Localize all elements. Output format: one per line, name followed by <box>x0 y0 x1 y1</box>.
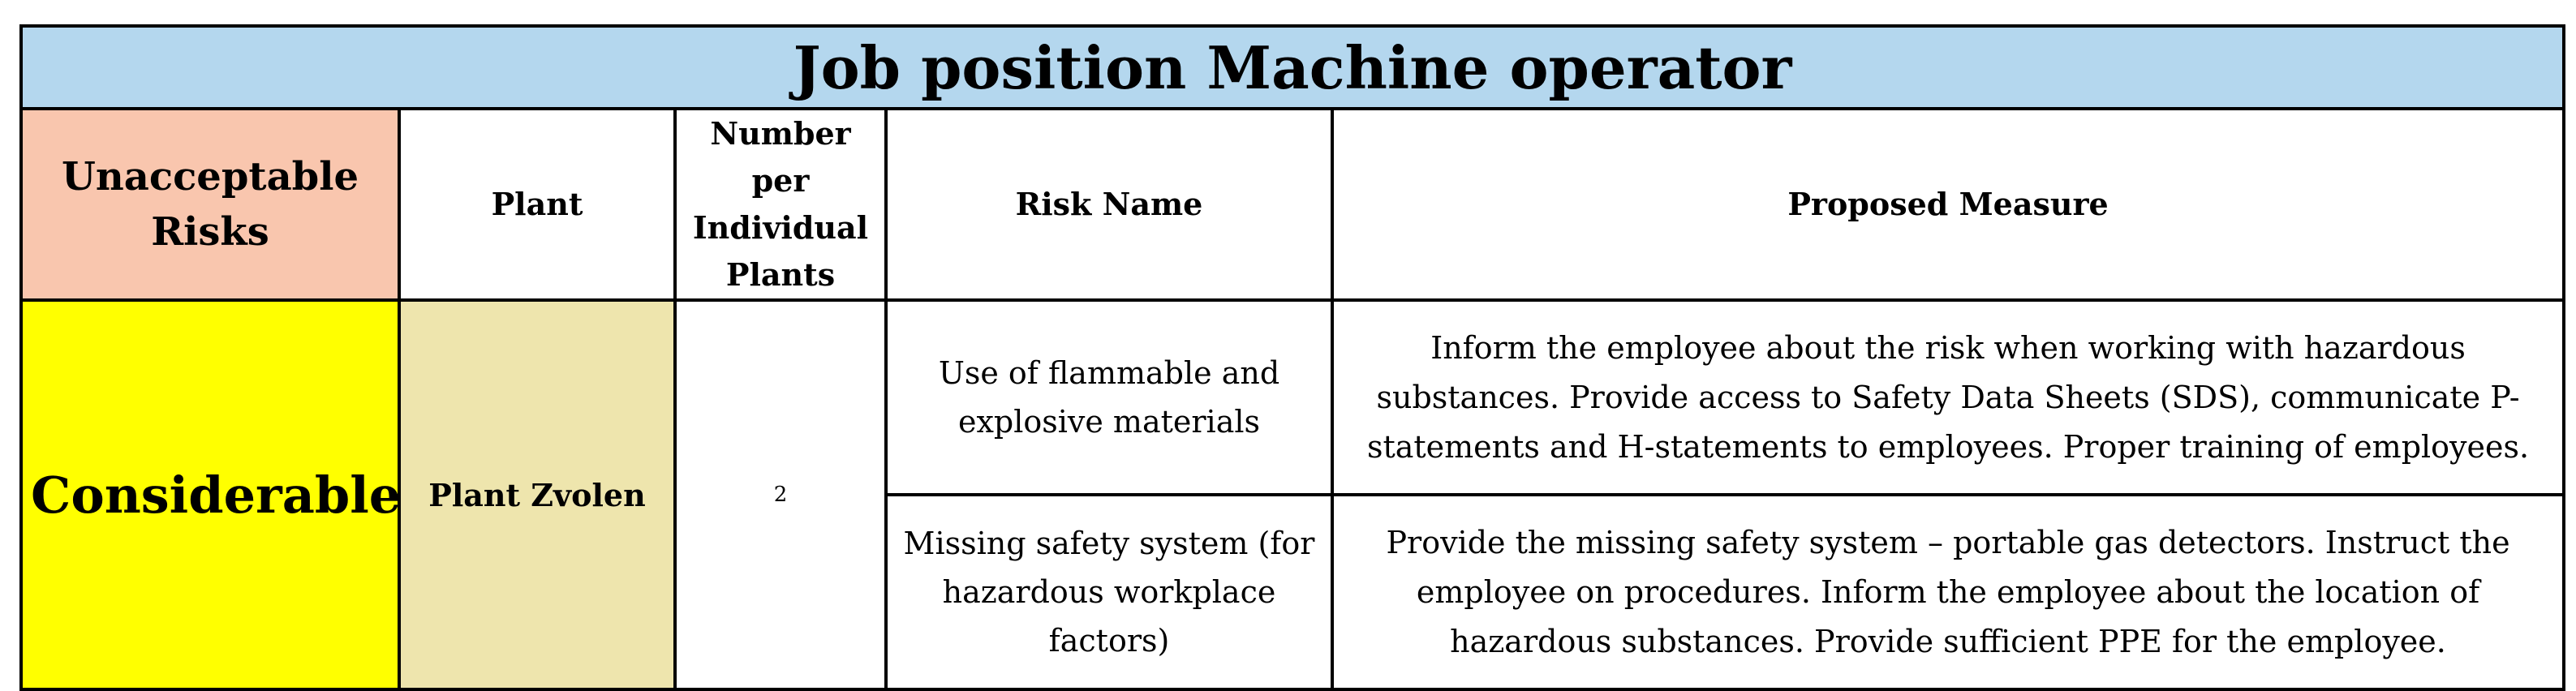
risk-table <box>19 24 2565 691</box>
plant-cell: Plant Zvolen <box>399 300 675 689</box>
header-proposed-measure: Proposed Measure <box>1332 109 2564 300</box>
table-row <box>21 300 2564 495</box>
risk-name-cell: Use of flammable and explosive materials <box>886 300 1332 495</box>
header-plant: Plant <box>399 109 675 300</box>
number-cell: 2 <box>675 300 886 689</box>
risk-name-cell: Missing safety system (for hazardous workplace factors) <box>886 495 1332 689</box>
risk-level-cell: Considerable <box>21 300 399 689</box>
header-row <box>21 109 2564 300</box>
header-risk-name: Risk Name <box>886 109 1332 300</box>
header-unacceptable-risks: Unacceptable Risks <box>21 109 399 300</box>
measure-cell: Provide the missing safety system – portable gas detectors. Instruct the employee on procedures. Inform the employee about the location of hazardous substances. Provide sufficient PPE for the employee. <box>1332 495 2564 689</box>
table-title: Job position Machine operator <box>21 26 2564 109</box>
measure-cell: Inform the employee about the risk when working with hazardous substances. Provide access to Safety Data Sheets (SDS), communicate P-statements and H-statements to employees. Proper training of employees. <box>1332 300 2564 495</box>
header-number-per-plants: Number per Individual Plants <box>675 109 886 300</box>
title-row <box>21 26 2564 109</box>
